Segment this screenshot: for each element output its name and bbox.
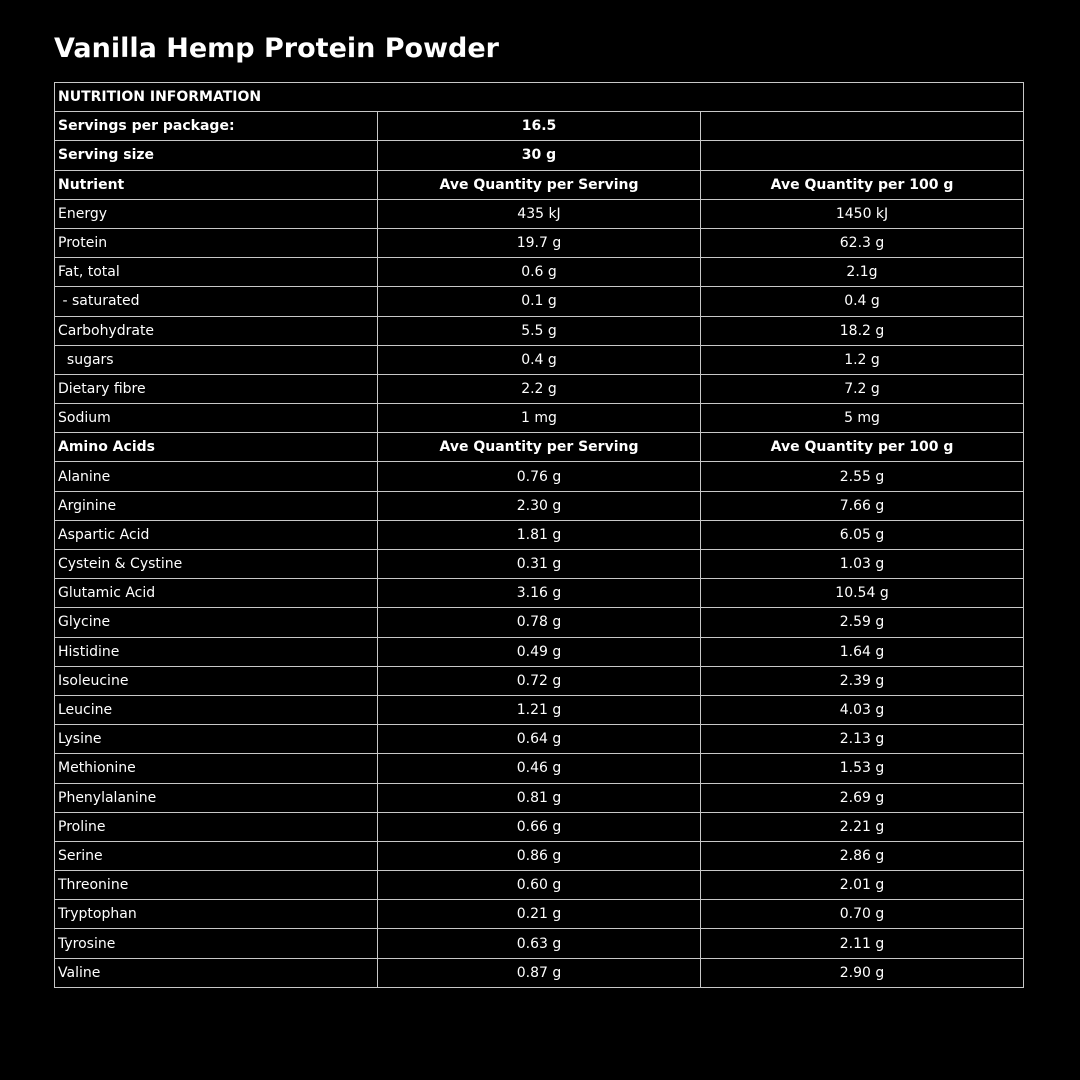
amino-acids-header-row [55, 433, 1024, 462]
amino-acid-row-per-serving: 0.31 g [378, 550, 701, 579]
nutrition-table [54, 82, 1024, 988]
amino-acid-row [55, 520, 1024, 549]
amino-acid-row-per-serving: 2.30 g [378, 491, 701, 520]
amino-acid-row-name: Threonine [55, 871, 378, 900]
amino-acid-row-name: Glycine [55, 608, 378, 637]
amino-acid-row-per-100g: 2.55 g [701, 462, 1024, 491]
servings-per-package-row [55, 112, 1024, 141]
nutrient-row-per-serving: 19.7 g [378, 228, 701, 257]
serving-size-value: 30 g [378, 141, 701, 170]
amino-acid-row-per-100g: 10.54 g [701, 579, 1024, 608]
amino-acid-row-name: Arginine [55, 491, 378, 520]
amino-acid-row-per-serving: 0.86 g [378, 841, 701, 870]
nutrient-header-row [55, 170, 1024, 199]
nutrient-row-per-serving: 5.5 g [378, 316, 701, 345]
amino-acid-row-per-serving: 0.72 g [378, 666, 701, 695]
amino-acid-row-per-100g: 6.05 g [701, 520, 1024, 549]
nutrient-row-name: Carbohydrate [55, 316, 378, 345]
amino-acid-row-per-serving: 0.46 g [378, 754, 701, 783]
nutrient-row-name: Fat, total [55, 258, 378, 287]
nutrient-row-per-100g: 18.2 g [701, 316, 1024, 345]
nutrient-row-per-100g: 62.3 g [701, 228, 1024, 257]
nutrient-row-per-serving: 0.4 g [378, 345, 701, 374]
amino-acid-row-name: Valine [55, 958, 378, 987]
amino-acid-row-per-serving: 0.63 g [378, 929, 701, 958]
amino-acid-row-per-serving: 1.21 g [378, 695, 701, 724]
amino-acid-row-per-serving: 0.76 g [378, 462, 701, 491]
nutrient-row-name: Protein [55, 228, 378, 257]
amino-acid-row [55, 666, 1024, 695]
amino-acid-row-name: Phenylalanine [55, 783, 378, 812]
nutrient-row-per-serving: 435 kJ [378, 199, 701, 228]
table-header-row [55, 83, 1024, 112]
amino-acids-header-row-per-100g: Ave Quantity per 100 g [701, 433, 1024, 462]
amino-acid-row [55, 725, 1024, 754]
servings-per-package-value: 16.5 [378, 112, 701, 141]
amino-acid-row-name: Alanine [55, 462, 378, 491]
amino-acid-row [55, 550, 1024, 579]
amino-acid-row-per-serving: 0.64 g [378, 725, 701, 754]
nutrient-row [55, 258, 1024, 287]
nutrient-row [55, 374, 1024, 403]
amino-acid-row-name: Glutamic Acid [55, 579, 378, 608]
amino-acid-row-per-serving: 0.60 g [378, 871, 701, 900]
amino-acids-header-row-name: Amino Acids [55, 433, 378, 462]
amino-acid-row-per-100g: 2.39 g [701, 666, 1024, 695]
amino-acid-row [55, 929, 1024, 958]
nutrient-row-per-serving: 0.6 g [378, 258, 701, 287]
serving-size-row [55, 141, 1024, 170]
nutrient-row-name: - saturated [55, 287, 378, 316]
nutrient-row [55, 199, 1024, 228]
amino-acid-row-per-100g: 2.13 g [701, 725, 1024, 754]
amino-acid-row-per-100g: 1.64 g [701, 637, 1024, 666]
nutrient-row-name: sugars [55, 345, 378, 374]
amino-acid-row [55, 462, 1024, 491]
nutrient-row [55, 345, 1024, 374]
amino-acid-row-name: Cystein & Cystine [55, 550, 378, 579]
amino-acid-row [55, 579, 1024, 608]
amino-acids-header-row-per-serving: Ave Quantity per Serving [378, 433, 701, 462]
per-100g-column-header: Ave Quantity per 100 g [701, 170, 1024, 199]
amino-acid-row [55, 871, 1024, 900]
nutrient-column-header: Nutrient [55, 170, 378, 199]
amino-acid-row-name: Tyrosine [55, 929, 378, 958]
nutrient-row-per-100g: 7.2 g [701, 374, 1024, 403]
amino-acid-row-per-100g: 2.90 g [701, 958, 1024, 987]
amino-acid-row [55, 841, 1024, 870]
amino-acid-row-name: Isoleucine [55, 666, 378, 695]
amino-acid-row-per-serving: 3.16 g [378, 579, 701, 608]
amino-acid-row [55, 958, 1024, 987]
amino-acid-row [55, 637, 1024, 666]
amino-acid-row-name: Lysine [55, 725, 378, 754]
amino-acid-row-per-100g: 4.03 g [701, 695, 1024, 724]
amino-acid-row-name: Tryptophan [55, 900, 378, 929]
serving-size-extra [701, 141, 1024, 170]
nutrient-row-per-100g: 2.1g [701, 258, 1024, 287]
amino-acid-row [55, 754, 1024, 783]
nutrient-row [55, 316, 1024, 345]
amino-acid-row [55, 783, 1024, 812]
servings-per-package-label: Servings per package: [55, 112, 378, 141]
nutrient-row [55, 228, 1024, 257]
amino-acid-row-name: Serine [55, 841, 378, 870]
amino-acid-row-per-100g: 2.11 g [701, 929, 1024, 958]
nutrient-row-per-100g: 1.2 g [701, 345, 1024, 374]
nutrient-row-name: Sodium [55, 404, 378, 433]
amino-acid-row [55, 812, 1024, 841]
amino-acid-row-per-100g: 0.70 g [701, 900, 1024, 929]
amino-acid-row-per-100g: 1.03 g [701, 550, 1024, 579]
nutrient-row-per-serving: 1 mg [378, 404, 701, 433]
amino-acid-row-per-100g: 2.69 g [701, 783, 1024, 812]
amino-acid-row-per-100g: 1.53 g [701, 754, 1024, 783]
amino-acid-row-per-100g: 2.21 g [701, 812, 1024, 841]
amino-acid-row-per-serving: 0.78 g [378, 608, 701, 637]
nutrient-row-name: Energy [55, 199, 378, 228]
amino-acid-row [55, 900, 1024, 929]
page-title: Vanilla Hemp Protein Powder [54, 33, 499, 64]
amino-acid-row-per-100g: 2.59 g [701, 608, 1024, 637]
amino-acid-row-name: Histidine [55, 637, 378, 666]
servings-per-package-extra [701, 112, 1024, 141]
nutrient-row-per-100g: 0.4 g [701, 287, 1024, 316]
nutrient-row-per-100g: 5 mg [701, 404, 1024, 433]
serving-size-label: Serving size [55, 141, 378, 170]
amino-acid-row [55, 695, 1024, 724]
amino-acid-row-per-serving: 0.81 g [378, 783, 701, 812]
amino-acid-row-per-serving: 0.21 g [378, 900, 701, 929]
amino-acid-row-name: Methionine [55, 754, 378, 783]
nutrient-row-per-serving: 0.1 g [378, 287, 701, 316]
per-serving-column-header: Ave Quantity per Serving [378, 170, 701, 199]
nutrient-row-per-100g: 1450 kJ [701, 199, 1024, 228]
amino-acid-row-per-serving: 0.49 g [378, 637, 701, 666]
amino-acid-row-per-100g: 2.86 g [701, 841, 1024, 870]
nutrient-row-name: Dietary fibre [55, 374, 378, 403]
amino-acid-row [55, 491, 1024, 520]
amino-acid-row-name: Leucine [55, 695, 378, 724]
nutrient-row [55, 287, 1024, 316]
amino-acid-row-name: Proline [55, 812, 378, 841]
amino-acid-row [55, 608, 1024, 637]
amino-acid-row-per-100g: 2.01 g [701, 871, 1024, 900]
amino-acid-row-per-serving: 0.66 g [378, 812, 701, 841]
nutrient-row [55, 404, 1024, 433]
amino-acid-row-name: Aspartic Acid [55, 520, 378, 549]
nutrient-row-per-serving: 2.2 g [378, 374, 701, 403]
amino-acid-row-per-serving: 1.81 g [378, 520, 701, 549]
table-heading: NUTRITION INFORMATION [55, 83, 1024, 112]
amino-acid-row-per-100g: 7.66 g [701, 491, 1024, 520]
amino-acid-row-per-serving: 0.87 g [378, 958, 701, 987]
